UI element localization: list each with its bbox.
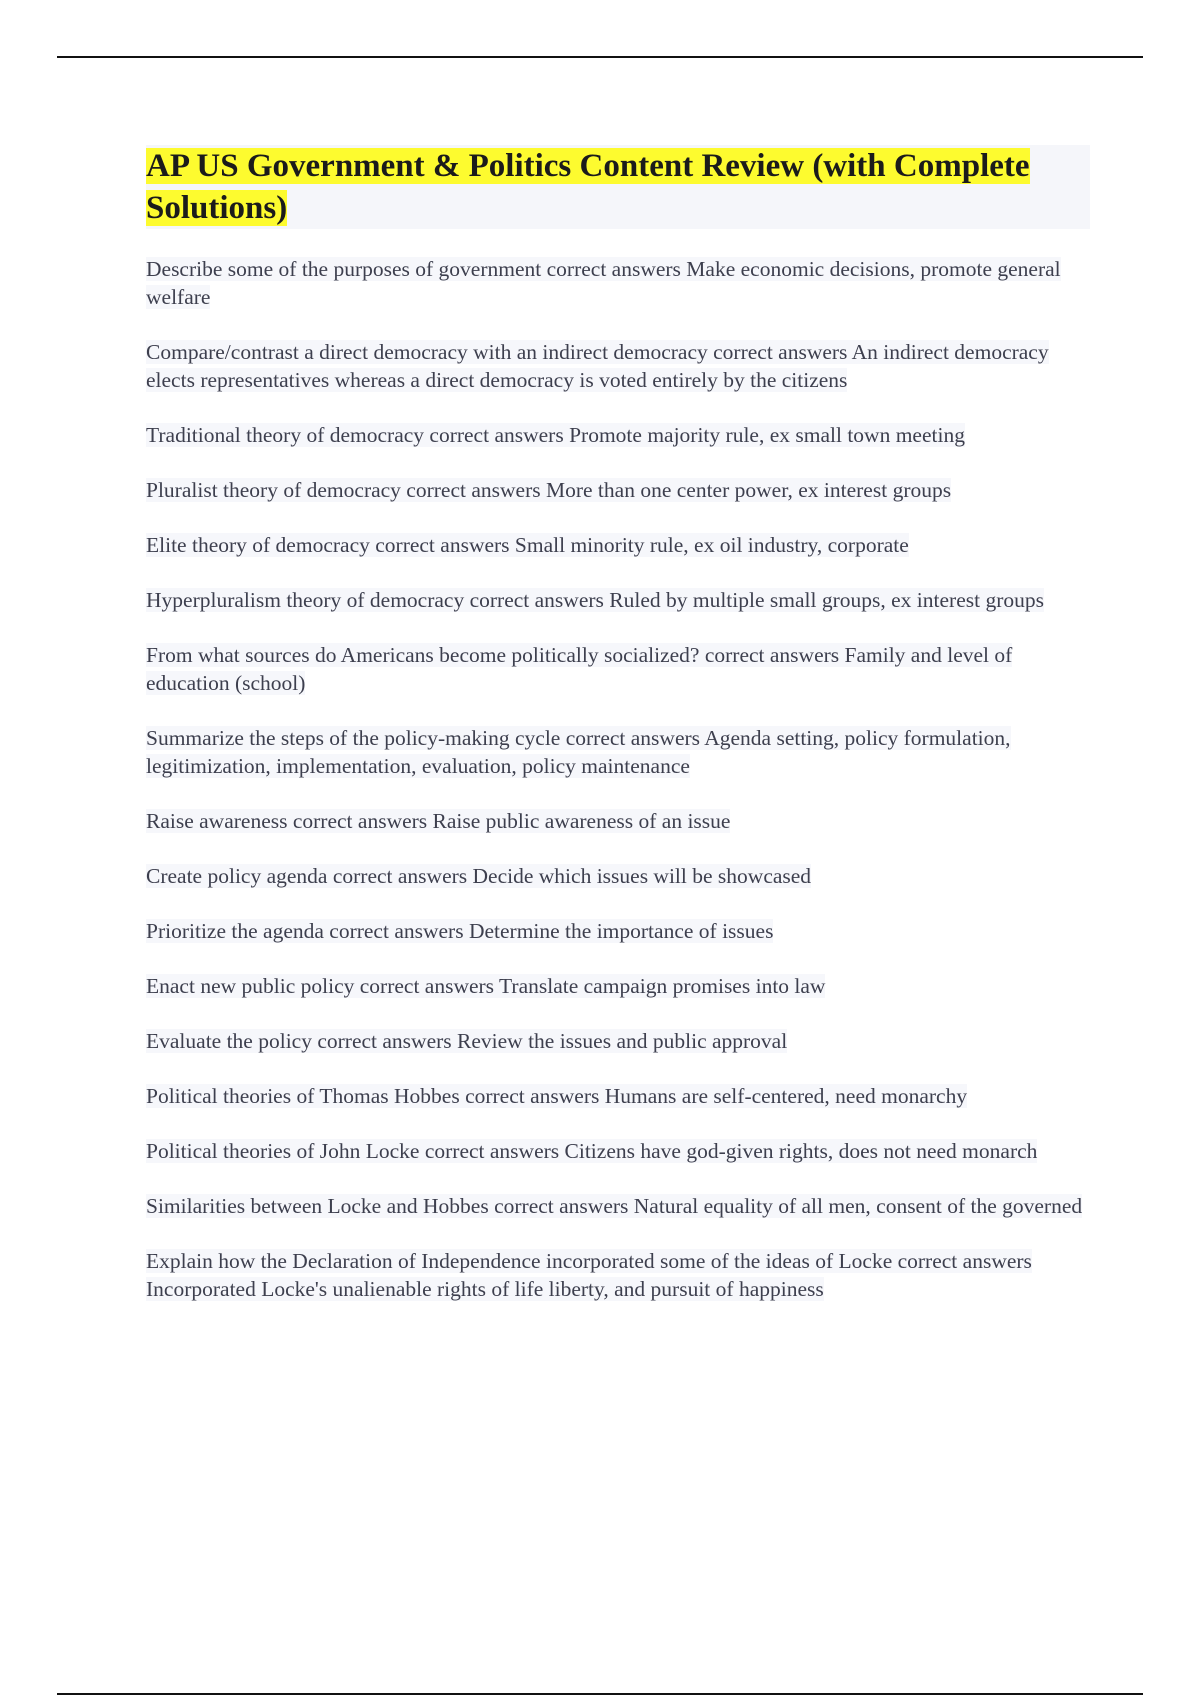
qa-item <box>146 917 1090 945</box>
qa-list <box>146 255 1090 1303</box>
qa-item <box>146 1027 1090 1055</box>
qa-item-text: Explain how the Declaration of Independence incorporated some of the ideas of Locke correct answers Incorporated Locke's unalienable rights of life liberty, and pursuit of happiness <box>146 1249 1032 1301</box>
qa-item-text: Create policy agenda correct answers Decide which issues will be showcased <box>146 864 812 888</box>
qa-item <box>146 1137 1090 1165</box>
document-body <box>146 145 1090 1330</box>
qa-item <box>146 1082 1090 1110</box>
qa-item <box>146 421 1090 449</box>
qa-item-text: Similarities between Locke and Hobbes correct answers Natural equality of all men, consent of the governed <box>146 1194 1083 1218</box>
bottom-rule <box>57 1693 1143 1695</box>
qa-item-text: Political theories of John Locke correct answers Citizens have god-given rights, does not need monarch <box>146 1139 1038 1163</box>
qa-item-text: Hyperpluralism theory of democracy correct answers Ruled by multiple small groups, ex interest groups <box>146 588 1044 612</box>
qa-item-text: Elite theory of democracy correct answers Small minority rule, ex oil industry, corporate <box>146 533 909 557</box>
qa-item-text: Prioritize the agenda correct answers Determine the importance of issues <box>146 919 774 943</box>
qa-item-text: Evaluate the policy correct answers Review the issues and public approval <box>146 1029 788 1053</box>
top-rule <box>57 56 1143 58</box>
qa-item <box>146 1192 1090 1220</box>
qa-item-text: Traditional theory of democracy correct answers Promote majority rule, ex small town meeting <box>146 423 965 447</box>
qa-item <box>146 338 1090 394</box>
qa-item <box>146 255 1090 311</box>
qa-item <box>146 724 1090 780</box>
qa-item <box>146 476 1090 504</box>
document-title-text: AP US Government & Politics Content Review (with Complete Solutions) <box>146 148 1030 226</box>
qa-item-text: Pluralist theory of democracy correct answers More than one center power, ex interest groups <box>146 478 952 502</box>
qa-item <box>146 586 1090 614</box>
qa-item-text: Describe some of the purposes of government correct answers Make economic decisions, promote general welfare <box>146 257 1061 309</box>
title-block <box>146 145 1090 229</box>
qa-item-text: Raise awareness correct answers Raise public awareness of an issue <box>146 809 731 833</box>
qa-item-text: Summarize the steps of the policy-making cycle correct answers Agenda setting, policy formulation, legitimization, implementation, evaluation, policy maintenance <box>146 726 1011 778</box>
qa-item <box>146 531 1090 559</box>
qa-item-text: From what sources do Americans become politically socialized? correct answers Family and level of education (school) <box>146 643 1013 695</box>
qa-item-text: Compare/contrast a direct democracy with an indirect democracy correct answers An indirect democracy elects representatives whereas a direct democracy is voted entirely by the citizens <box>146 340 1049 392</box>
qa-item <box>146 862 1090 890</box>
document-title <box>146 145 1090 229</box>
qa-item <box>146 807 1090 835</box>
qa-item-text: Enact new public policy correct answers Translate campaign promises into law <box>146 974 826 998</box>
qa-item-text: Political theories of Thomas Hobbes correct answers Humans are self-centered, need monarchy <box>146 1084 968 1108</box>
qa-item <box>146 972 1090 1000</box>
qa-item <box>146 641 1090 697</box>
qa-item <box>146 1247 1090 1303</box>
